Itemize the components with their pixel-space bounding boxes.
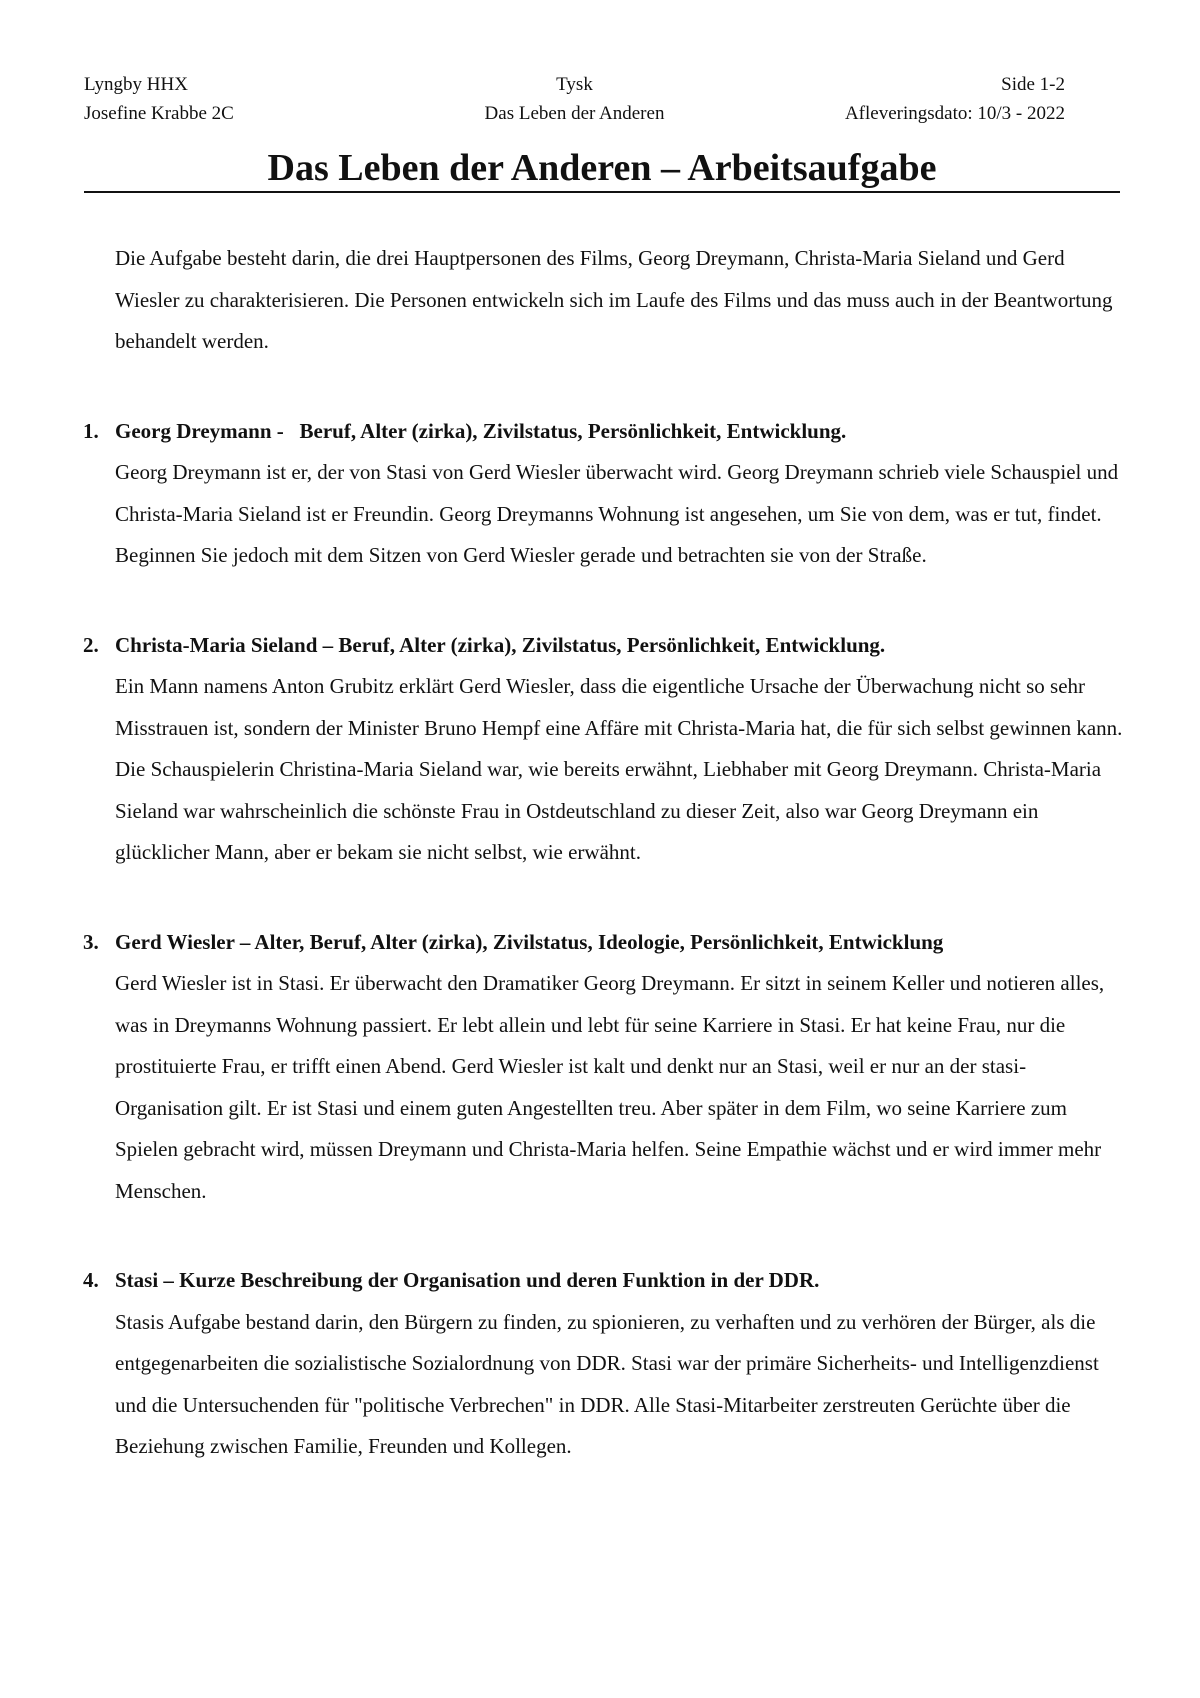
section-text: Ein Mann namens Anton Grubitz erklärt Gerd Wiesler, dass die eigentliche Ursache der Überwachung nicht so sehr Misstrauen ist, sondern der Minister Bruno Hempf eine Affäre mit Christa-Maria hat, die für sich selbst gewinnen kann. Die Schauspielerin Christina-Maria Sieland war, wie bereits erwähnt, Liebhaber mit Georg Dreymann. Christa-Maria Sieland war wahrscheinlich die schönste Frau in Ostdeutschland zu dieser Zeit, also war Georg Dreymann ein glücklicher Mann, aber er bekam sie nicht selbst, wie erwähnt.	[115, 674, 1123, 864]
section-heading	[83, 411, 1125, 453]
header-page-number: Side 1-2	[1001, 74, 1065, 95]
header-document-name: Das Leben der Anderen	[484, 103, 665, 124]
section-heading	[83, 625, 1125, 667]
section-number: 1.	[83, 418, 99, 443]
intro-paragraph: Die Aufgabe besteht darin, die drei Hauptpersonen des Films, Georg Dreymann, Christa-Maria Sieland und Gerd Wiesler zu charakterisieren. Die Personen entwickeln sich im Laufe des Films und das muss auch in der Beantwortung behandelt werden.	[115, 246, 1113, 353]
section-text: Gerd Wiesler ist in Stasi. Er überwacht den Dramatiker Georg Dreymann. Er sitzt in seinem Keller und notieren alles, was in Dreymanns Wohnung passiert. Er lebt allein und lebt für seine Karriere in Stasi. Er hat keine Frau, nur die prostituierte Frau, er trifft einen Abend. Gerd Wiesler ist kalt und denkt nur an Stasi, weil er nur an der stasi-Organisation gilt. Er ist Stasi und einem guten Angestellten treu. Aber später in dem Film, wo seine Karriere zum Spielen gebracht wird, müssen Dreymann und Christa-Maria helfen. Seine Empathie wächst und er wird immer mehr Menschen.	[115, 971, 1105, 1203]
section-gerd-wiesler	[83, 922, 1125, 1213]
header-author: Josefine Krabbe 2C	[84, 103, 234, 124]
page-header	[84, 70, 1065, 128]
section-text: Stasis Aufgabe bestand darin, den Bürgern zu finden, zu spionieren, zu verhaften und zu verhören der Bürger, als die entgegenarbeiten die sozialistische Sozialordnung von DDR. Stasi war der primäre Sicherheits- und Intelligenzdienst und die Untersuchenden für "politische Verbrechen" in DDR. Alle Stasi-Mitarbeiter zerstreuten Gerüchte über die Beziehung zwischen Familie, Freunden und Kollegen.	[115, 1309, 1099, 1458]
section-heading-text: Christa-Maria Sieland – Beruf, Alter (zirka), Zivilstatus, Persönlichkeit, Entwicklung.	[115, 632, 886, 657]
section-christa-maria-sieland	[83, 625, 1125, 874]
section-text: Georg Dreymann ist er, der von Stasi von Gerd Wiesler überwacht wird. Georg Dreymann schrieb viele Schauspiel und Christa-Maria Sieland ist er Freundin. Georg Dreymanns Wohnung ist angesehen, um Sie von dem, was er tut, findet. Beginnen Sie jedoch mit dem Sitzen von Gerd Wiesler gerade und betrachten sie von der Straße.	[115, 460, 1119, 567]
section-number: 2.	[83, 632, 99, 657]
document-title: Das Leben der Anderen – Arbeitsaufgabe	[267, 147, 937, 189]
section-heading-text: Georg Dreymann - Beruf, Alter (zirka), Zivilstatus, Persönlichkeit, Entwicklung.	[115, 418, 847, 443]
document-body	[83, 238, 1125, 1468]
header-row-1	[84, 70, 1065, 99]
header-school: Lyngby HHX	[84, 74, 188, 95]
section-heading	[83, 922, 1125, 964]
section-number: 4.	[83, 1268, 99, 1292]
section-georg-dreymann	[83, 411, 1125, 577]
title-underline	[84, 191, 1120, 193]
section-heading	[83, 1260, 1125, 1302]
header-row-2	[84, 99, 1065, 128]
section-stasi	[83, 1260, 1125, 1468]
section-number: 3.	[83, 929, 99, 954]
header-subject: Tysk	[556, 74, 593, 95]
header-due-date: Afleveringsdato: 10/3 - 2022	[844, 103, 1065, 124]
section-heading-text: Gerd Wiesler – Alter, Beruf, Alter (zirka), Zivilstatus, Ideologie, Persönlichkeit, Entwicklung	[115, 929, 944, 954]
section-heading-text: Stasi – Kurze Beschreibung der Organisation und deren Funktion in der DDR.	[115, 1268, 820, 1292]
